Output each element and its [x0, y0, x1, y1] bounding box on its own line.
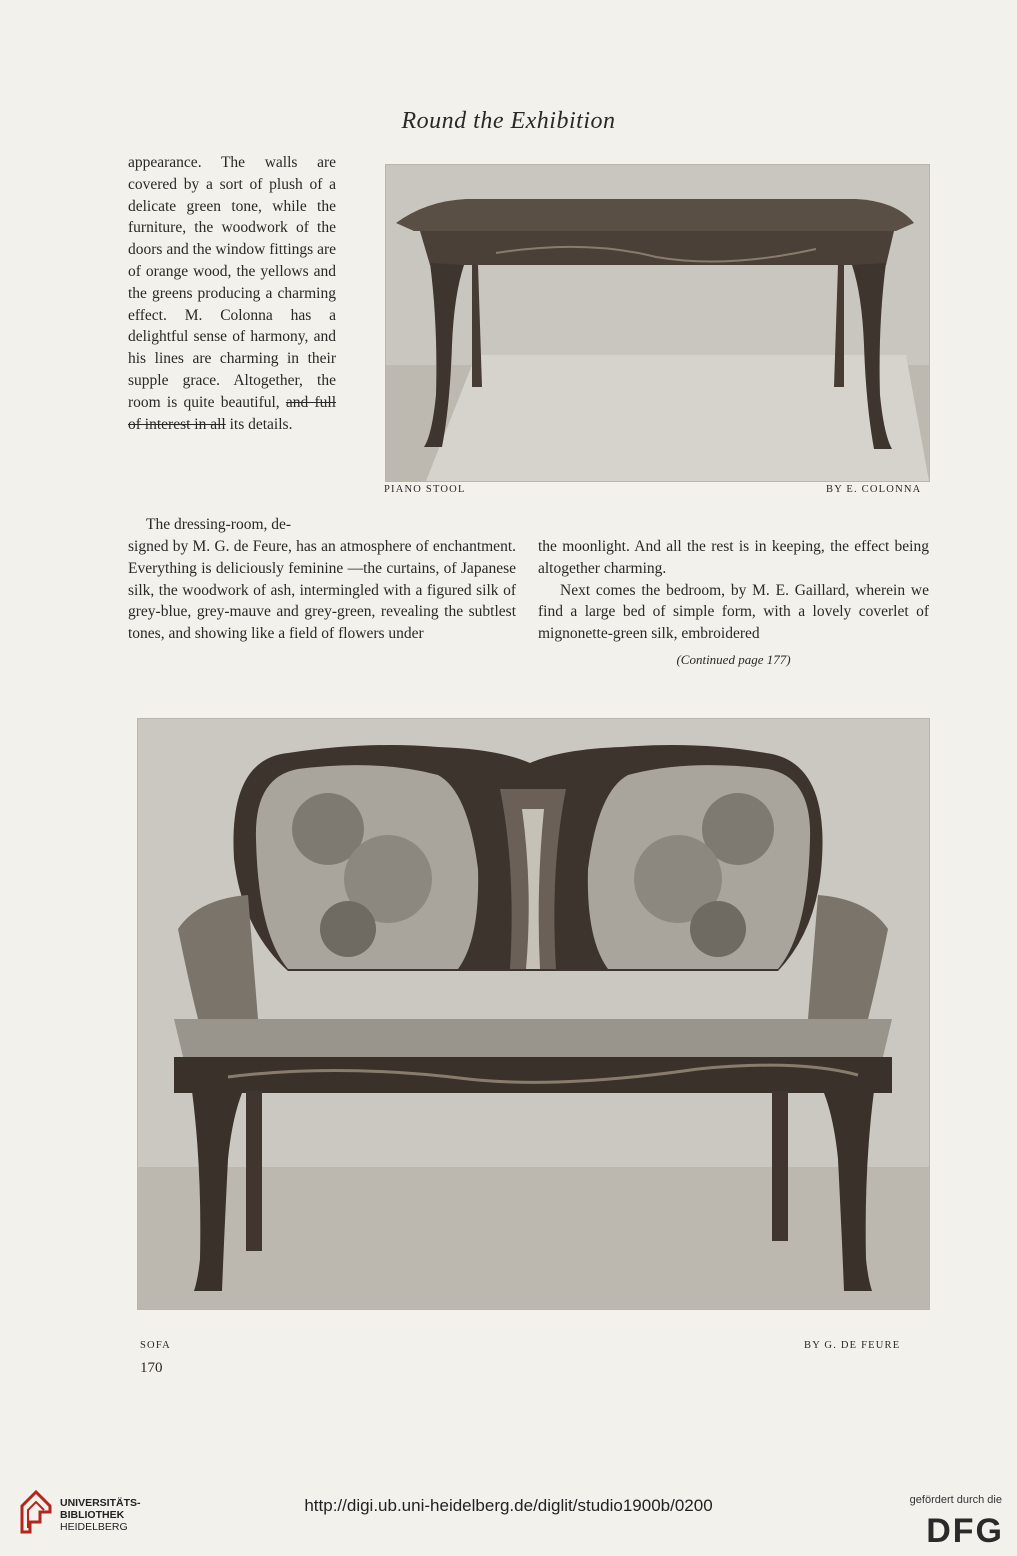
right-column-text: the moonlight. And all the rest is in keeping, the effect being altogether charming.	[538, 538, 929, 577]
library-name-line2: BIBLIOTHEK	[60, 1509, 125, 1521]
left-column-text: signed by M. G. de Feure, has an atmosphere of enchantment. Everything is deliciously feminine —the curtains, of Japanese silk, the woodwork of ash, intermingled with a figured silk of grey-blue, grey-mauve and grey-green, revealing the subtlest tones, and showing like a field of flowers under	[128, 538, 516, 643]
sofa-caption-right: BY G. DE FEURE	[804, 1340, 901, 1351]
piano-stool-illustration	[386, 165, 929, 481]
library-name-line1: UNIVERSITÄTS-	[60, 1497, 141, 1509]
funded-by-label: gefördert durch die	[909, 1494, 1002, 1506]
dfg-logo: DFG	[926, 1512, 1004, 1550]
continued-note: (Continued page 177)	[676, 652, 791, 667]
dressing-room-heading: The dressing-room, de-	[146, 516, 292, 533]
intro-paragraph	[128, 152, 336, 435]
right-column-text-2: Next comes the bedroom, by M. E. Gaillard, wherein we find a large bed of simple form, with a lovely coverlet of mignonette-green silk, embroidered	[538, 581, 929, 643]
piano-stool-caption-left: PIANO STOOL	[384, 484, 466, 495]
running-head: Round the Exhibition	[401, 108, 616, 134]
piano-stool-caption-right: BY E. COLONNA	[826, 484, 922, 495]
intro-text: appearance. The walls are covered by a sort of plush of a delicate green tone, while the furniture, the woodwork of the doors and the window fittings are of orange wood, the yellows and the greens producing a charming effect. M. Colonna has a delightful sense of harmony, and his lines are charming in their supple grace. Altogether, the room is quite beautiful,	[128, 154, 336, 411]
page-number: 170	[140, 1360, 163, 1376]
library-name-line3: HEIDELBERG	[60, 1521, 128, 1533]
piano-stool-plate	[385, 164, 930, 482]
sofa-illustration	[138, 719, 929, 1309]
right-column	[538, 536, 929, 645]
sofa-caption-left: SOFA	[140, 1340, 171, 1351]
intro-text-struck: and full of interest in all	[128, 393, 337, 433]
sofa-plate	[137, 718, 930, 1310]
intro-text-end: its details.	[229, 415, 293, 433]
permalink-url[interactable]: http://digi.ub.uni-heidelberg.de/diglit/studio1900b/0200	[304, 1496, 713, 1515]
